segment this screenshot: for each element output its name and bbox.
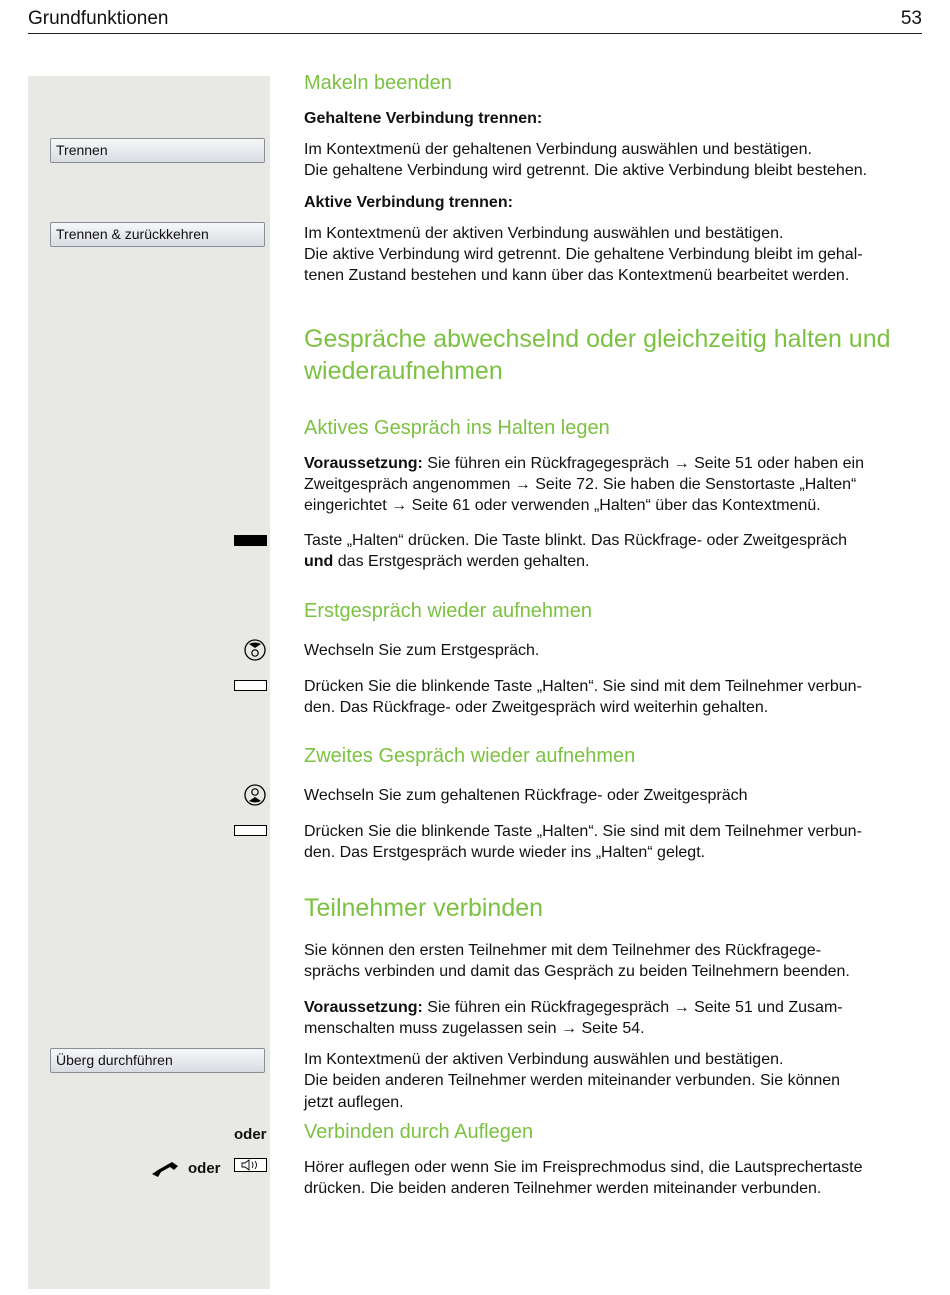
aktive-text-3: tenen Zustand bestehen und kann über das Kontextmenü bearbeitet werden. (304, 267, 850, 284)
taste-bold-und: und (304, 553, 334, 570)
gehaltene-text-1: Im Kontextmenü der gehaltenen Verbindung auswählen und bestätigen. (304, 141, 812, 158)
voraussetzung-text: Sie führen ein Rückfragegespräch → Seite 51 oder haben ein (422, 455, 864, 472)
gespraeche-heading-1: Gespräche abwechselnd oder gleichzeitig halten und (304, 325, 891, 353)
voraussetzung-1-line-2: Zweitgespräch angenommen → Seite 72. Sie haben die Senstortaste „Halten“ (304, 476, 857, 493)
aktive-text-1: Im Kontextmenü der aktiven Verbindung auswählen und bestätigen. (304, 225, 784, 242)
speaker-key-icon (234, 1158, 267, 1172)
teil-intro-1: Sie können den ersten Teilnehmer mit dem Teilnehmer des Rückfragege- (304, 942, 822, 959)
oder-label-1: oder (234, 1126, 267, 1143)
trennen-button[interactable]: Trennen (50, 138, 265, 163)
kontext-text-2: Die beiden anderen Teilnehmer werden miteinander verbunden. Sie können (304, 1072, 841, 1089)
gehaltene-title: Gehaltene Verbindung trennen: (304, 110, 543, 127)
erst-heading: Erstgespräch wieder aufnehmen (304, 600, 592, 622)
voraussetzung-1-line-3: eingerichtet → Seite 61 oder verwenden „Halten“ über das Kontextmenü. (304, 497, 821, 514)
halten-key-icon-2 (234, 825, 267, 836)
aktives-heading: Aktives Gespräch ins Halten legen (304, 417, 610, 439)
navigator-up-icon (244, 639, 266, 661)
voraussetzung-2-line-2: menschalten muss zugelassen sein → Seite 54. (304, 1020, 645, 1037)
header-title: Grundfunktionen (28, 8, 169, 29)
erst-text: Wechseln Sie zum Erstgespräch. (304, 642, 540, 659)
taste-text-1: Taste „Halten“ drücken. Die Taste blinkt. Das Rückfrage- oder Zweitgespräch (304, 532, 848, 549)
erst-druecken-2: den. Das Rückfrage- oder Zweitgespräch wird weiterhin gehalten. (304, 699, 769, 716)
voraussetzung-2-label: Voraussetzung: (304, 999, 423, 1016)
erst-druecken-1: Drücken Sie die blinkende Taste „Halten“. Sie sind mit dem Teilnehmer verbun- (304, 678, 862, 695)
taste-text-2 (304, 551, 924, 573)
handset-hangup-icon (150, 1160, 180, 1178)
voraussetzung-2-line-1 (304, 997, 924, 1019)
gehaltene-text-2: Die gehaltene Verbindung wird getrennt. Die aktive Verbindung bleibt bestehen. (304, 162, 868, 179)
trennen-zurueckkehren-button[interactable]: Trennen & zurückkehren (50, 222, 265, 247)
page-number: 53 (900, 8, 922, 29)
auflegen-text-2: drücken. Die beiden anderen Teilnehmer werden miteinander verbunden. (304, 1180, 822, 1197)
halten-key-icon (234, 680, 267, 691)
uebergeben-button[interactable]: Überg durchführen (50, 1048, 265, 1073)
gespraeche-heading-2: wiederaufnehmen (304, 357, 503, 385)
zweit-druecken-1: Drücken Sie die blinkende Taste „Halten“. Sie sind mit dem Teilnehmer verbun- (304, 823, 862, 840)
halten-key-lit-icon (234, 535, 267, 546)
zweit-druecken-2: den. Das Erstgespräch wurde wieder ins „Halten“ gelegt. (304, 844, 706, 861)
navigator-down-icon (244, 784, 266, 806)
kontext-text-1: Im Kontextmenü der aktiven Verbindung auswählen und bestätigen. (304, 1051, 784, 1068)
aktive-title: Aktive Verbindung trennen: (304, 194, 513, 211)
makeln-heading: Makeln beenden (304, 72, 452, 94)
teilnehmer-heading: Teilnehmer verbinden (304, 894, 544, 922)
header-divider (28, 33, 922, 34)
voraussetzung-1-line-1 (304, 453, 924, 475)
zweit-text: Wechseln Sie zum gehaltenen Rückfrage- oder Zweitgespräch (304, 787, 748, 804)
teil-intro-2: sprächs verbinden und damit das Gespräch zu beiden Teilnehmern beenden. (304, 963, 850, 980)
auflegen-text-1: Hörer auflegen oder wenn Sie im Freisprechmodus sind, die Lautsprechertaste (304, 1159, 863, 1176)
taste-text-rest: das Erstgespräch werden gehalten. (333, 553, 590, 570)
kontext-text-3: jetzt auflegen. (304, 1094, 404, 1111)
aktive-text-2: Die aktive Verbindung wird getrennt. Die gehaltene Verbindung bleibt im gehal- (304, 246, 863, 263)
auflegen-heading: Verbinden durch Auflegen (304, 1121, 534, 1143)
zweit-heading: Zweites Gespräch wieder aufnehmen (304, 745, 636, 767)
voraussetzung-label: Voraussetzung: (304, 455, 423, 472)
oder-label-2: oder (188, 1160, 221, 1177)
voraussetzung-2-text: Sie führen ein Rückfragegespräch → Seite 51 und Zusam- (422, 999, 843, 1016)
